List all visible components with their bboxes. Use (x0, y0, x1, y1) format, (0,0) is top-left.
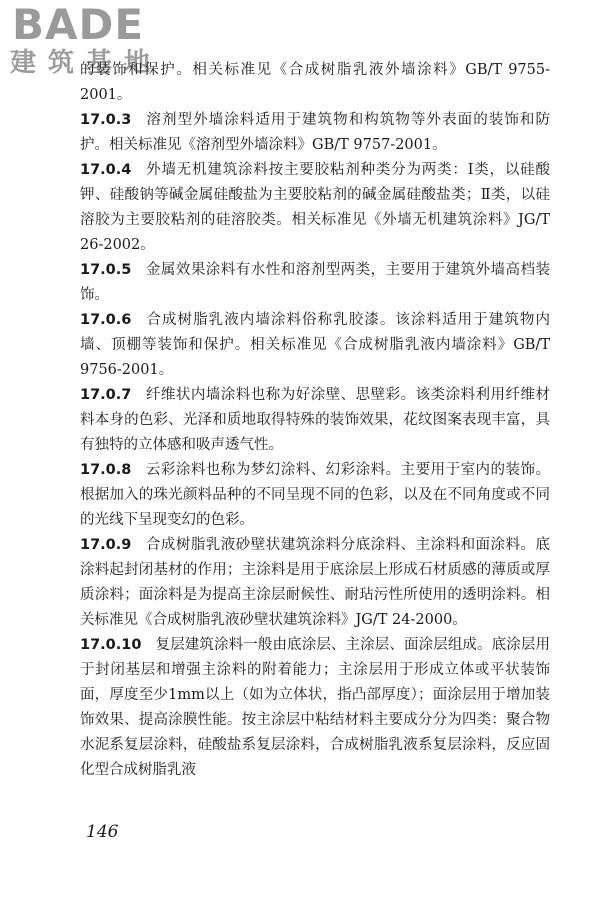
clause-text: 复层建筑涂料一般由底涂层、主涂层、面涂层组成。底涂层用于封闭基层和增强主涂料的附着能力；主涂层用于形成立体或平状装饰面，厚度至少1mm以上（如为立体状，指凸部厚度）；面涂层用于增加装饰效果、提高涂膜性能。按主涂层中粘结材料主要成分分为四类：聚合物水泥系复层涂料，硅酸盐系复层涂料，合成树脂乳液系复层涂料，反应固化型合成树脂乳液 (80, 637, 550, 778)
clause-text: 溶剂型外墙涂料适用于建筑物和构筑物等外表面的装饰和防护。相关标准见《溶剂型外墙涂料》GB/T 9757-2001。 (80, 112, 550, 153)
paragraph-continued (80, 58, 550, 108)
clause-number: 17.0.4 (80, 162, 132, 178)
clause-number: 17.0.5 (80, 262, 132, 278)
watermark-brand: BADE (12, 0, 145, 49)
clause-17-0-10 (80, 633, 550, 783)
page-number: 146 (86, 822, 119, 842)
clause-text: 合成树脂乳液砂壁状建筑涂料分底涂料、主涂料和面涂料。底涂料起封闭基材的作用；主涂料是用于底涂层上形成石材质感的薄质或厚质涂料；面涂料是为提高主涂层耐候性、耐玷污性所使用的透明涂料。相关标准见《合成树脂乳液砂壁状建筑涂料》JG/T 24-2000。 (80, 537, 550, 628)
paragraph-text: 的装饰和保护。相关标准见《合成树脂乳液外墙涂料》GB/T 9755-2001。 (80, 62, 550, 103)
clause-number: 17.0.10 (80, 637, 142, 653)
clause-17-0-9 (80, 533, 550, 633)
clause-number: 17.0.6 (80, 312, 132, 328)
clause-text: 纤维状内墙涂料也称为好涂壁、思壁彩。该类涂料利用纤维材料本身的色彩、光泽和质地取得特殊的装饰效果，花纹图案表现丰富，具有独特的立体感和吸声透气性。 (80, 387, 550, 453)
clause-number: 17.0.3 (80, 112, 132, 128)
clause-text: 云彩涂料也称为梦幻涂料、幻彩涂料。主要用于室内的装饰。根据加入的珠光颜料品种的不同呈现不同的色彩，以及在不同角度或不同的光线下呈现变幻的色彩。 (80, 462, 550, 528)
clause-text: 外墙无机建筑涂料按主要胶粘剂种类分为两类：Ⅰ类，以硅酸钾、硅酸钠等碱金属硅酸盐为主要胶粘剂的碱金属硅酸盐类；Ⅱ类，以硅溶胶为主要胶粘剂的硅溶胶类。相关标准见《外墙无机建筑涂料》JG/T 26-2002。 (80, 162, 550, 253)
clause-17-0-3 (80, 108, 550, 158)
clause-17-0-5 (80, 258, 550, 308)
clause-17-0-6 (80, 308, 550, 383)
clause-number: 17.0.8 (80, 462, 132, 478)
clause-number: 17.0.9 (80, 537, 132, 553)
watermark-cjk: 建筑基地 (10, 48, 163, 78)
document-body (80, 58, 550, 783)
clause-17-0-4 (80, 158, 550, 258)
clause-17-0-8 (80, 458, 550, 533)
clause-text: 合成树脂乳液内墙涂料俗称乳胶漆。该涂料适用于建筑物内墙、顶棚等装饰和保护。相关标准见《合成树脂乳液内墙涂料》GB/T 9756-2001。 (80, 312, 550, 378)
clause-number: 17.0.7 (80, 387, 132, 403)
clause-text: 金属效果涂料有水性和溶剂型两类，主要用于建筑外墙高档装饰。 (80, 262, 550, 303)
clause-17-0-7 (80, 383, 550, 458)
